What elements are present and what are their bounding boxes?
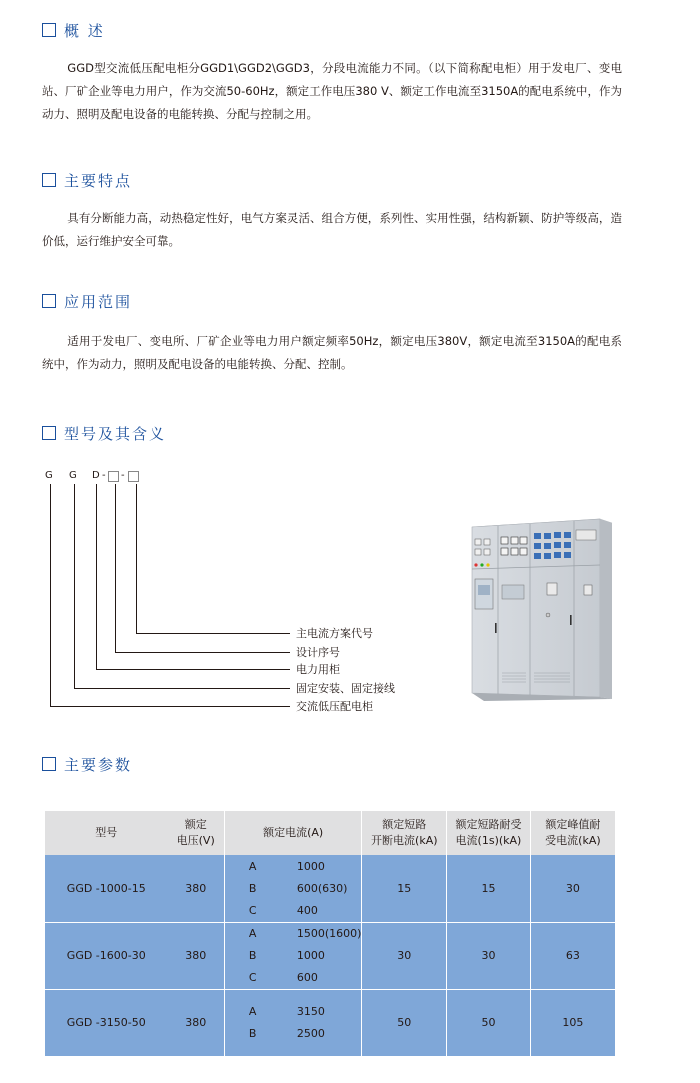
model-code-letter: G: [69, 470, 77, 481]
cell-currents: A 3150 B 2500: [224, 989, 362, 1056]
connector-line: [96, 669, 290, 670]
legend-label: 固定安装、固定接线: [296, 682, 395, 695]
header-current: 额定电流(A): [224, 811, 362, 855]
overview-paragraph: GGD型交流低压配电柜分GGD1\GGD2\GGD3，分段电流能力不同。（以下简称配电柜）用于发电厂、变电站、厂矿企业等电力用户，作为交流50-60Hz，额定工作电压380 V、额定工作电流至3150A的配电系统中，作为动力、照明及配电设备的电能转换、分配与控制之用。: [42, 61, 622, 121]
header-model: 型号: [95, 826, 118, 839]
table-row: [45, 922, 615, 989]
section-header-features: [42, 170, 132, 190]
model-code-dash: -: [121, 470, 125, 481]
cell-voltage: 380: [185, 881, 207, 895]
connector-line: [115, 484, 116, 652]
header-withstand-current: 额定短路耐受 电流(1s)(kA): [447, 811, 531, 855]
cell-break: 50: [362, 989, 447, 1056]
connector-line: [50, 706, 290, 707]
cell-model: GGD -1000-15: [66, 881, 146, 895]
cell-voltage: 380: [168, 989, 225, 1056]
cell-break: 30: [362, 922, 447, 989]
connector-line: [136, 633, 290, 634]
cell-withstand: 50: [447, 989, 531, 1056]
cell-peak: 63: [530, 922, 615, 989]
section-title: 主要特点: [64, 171, 133, 190]
cell-withstand: 30: [447, 922, 531, 989]
model-code-letter: D: [92, 470, 100, 481]
section-header-overview: [42, 20, 105, 40]
connector-line: [74, 688, 290, 689]
model-code-placeholder-box: [128, 471, 139, 482]
checkbox-square-icon: [42, 426, 56, 440]
parameters-table: [45, 811, 615, 1056]
model-code-placeholder-box: [108, 471, 119, 482]
table-row: [45, 989, 615, 1056]
connector-line: [136, 484, 137, 633]
section-title: 应用范围: [64, 292, 133, 311]
header-voltage: 额定 电压(V): [176, 818, 215, 847]
model-code-dash: -: [102, 470, 106, 481]
section-title: 主要参数: [64, 755, 133, 774]
cell-voltage: 380: [168, 922, 225, 989]
cell-peak: 30: [530, 855, 615, 922]
header-peak-current: 额定峰值耐 受电流(kA): [530, 811, 615, 855]
cell-peak: 105: [530, 989, 615, 1056]
cell-currents: A 1000 B 600(630) C 400: [224, 855, 362, 922]
connector-line: [115, 652, 290, 653]
checkbox-square-icon: [42, 757, 56, 771]
section-header-model: [42, 423, 166, 443]
legend-label: 设计序号: [296, 646, 340, 659]
section-header-params: [42, 754, 132, 774]
legend-label: 电力用柜: [296, 663, 340, 676]
checkbox-square-icon: [42, 23, 56, 37]
cell-model: GGD -1600-30: [45, 922, 168, 989]
checkbox-square-icon: [42, 294, 56, 308]
application-paragraph: 适用于发电厂、变电所、厂矿企业等电力用户额定频率50Hz，额定电压380V，额定电流至3150A的配电系统中，作为动力，照明及配电设备的电能转换、分配、控制。: [42, 334, 622, 371]
cell-model: GGD -3150-50: [45, 989, 168, 1056]
checkbox-square-icon: [42, 173, 56, 187]
table-header-row: [45, 811, 615, 855]
cell-withstand: 15: [447, 855, 531, 922]
connector-line: [96, 484, 97, 669]
legend-label: 主电流方案代号: [296, 627, 373, 640]
switchgear-cabinet-image: [462, 515, 614, 705]
connector-line: [50, 484, 51, 706]
connector-line: [74, 484, 75, 688]
model-code-letter: G: [45, 470, 53, 481]
table-row: [45, 855, 615, 922]
cell-currents: A 1500(1600) B 1000 C 600: [224, 922, 362, 989]
header-break-current: 额定短路 开断电流(kA): [362, 811, 447, 855]
cell-break: 15: [362, 855, 447, 922]
section-title: 概 述: [64, 21, 105, 40]
section-header-application: [42, 291, 132, 311]
features-paragraph: 具有分断能力高，动热稳定性好，电气方案灵活、组合方便，系列性、实用性强，结构新颖、防护等级高，造价低，运行维护安全可靠。: [42, 211, 622, 248]
section-title: 型号及其含义: [64, 424, 167, 443]
legend-label: 交流低压配电柜: [296, 700, 373, 713]
